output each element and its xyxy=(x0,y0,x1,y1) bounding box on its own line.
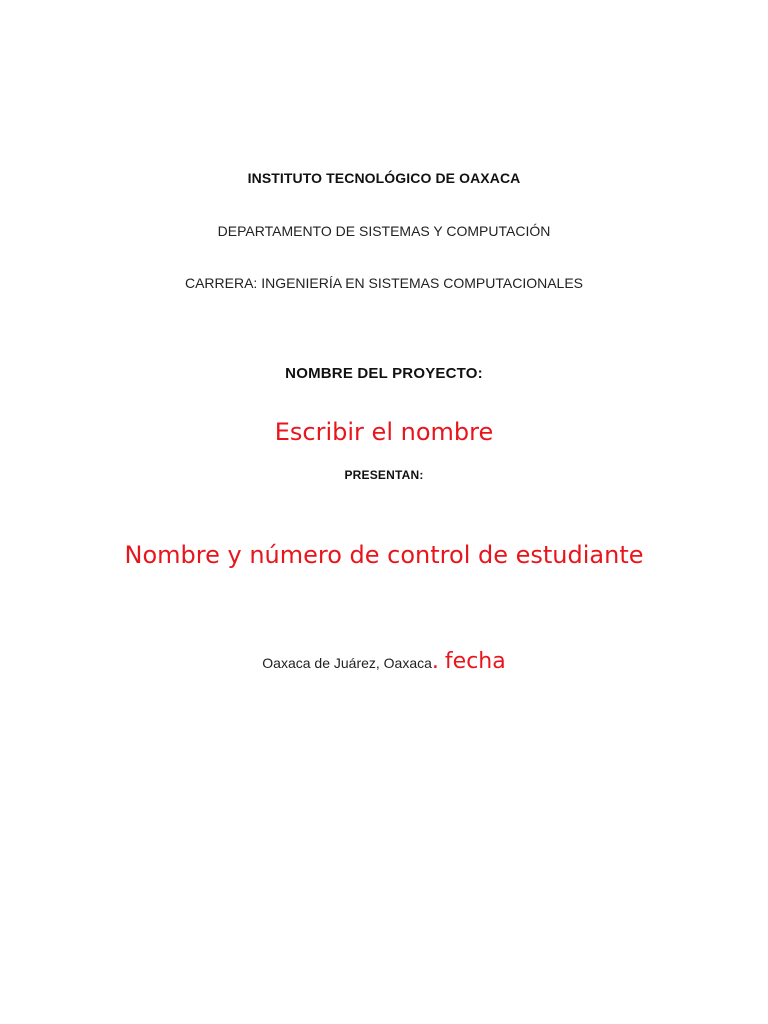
project-title-label: NOMBRE DEL PROYECTO: xyxy=(285,365,483,382)
institute-name: INSTITUTO TECNOLÓGICO DE OAXACA xyxy=(247,170,521,186)
place-date-separator: . xyxy=(431,649,439,674)
career-name: CARRERA: INGENIERÍA EN SISTEMAS COMPUTACIONALES xyxy=(184,275,584,291)
department-name: DEPARTAMENTO DE SISTEMAS Y COMPUTACIÓN xyxy=(217,223,551,239)
project-name-placeholder: Escribir el nombre xyxy=(274,418,494,446)
place-text: Oaxaca de Juárez, Oaxaca xyxy=(262,655,432,671)
student-info-placeholder: Nombre y número de control de estudiante xyxy=(124,541,644,569)
place-date-line xyxy=(0,651,768,673)
date-placeholder: fecha xyxy=(444,649,506,674)
presenters-label: PRESENTAN: xyxy=(344,468,424,482)
